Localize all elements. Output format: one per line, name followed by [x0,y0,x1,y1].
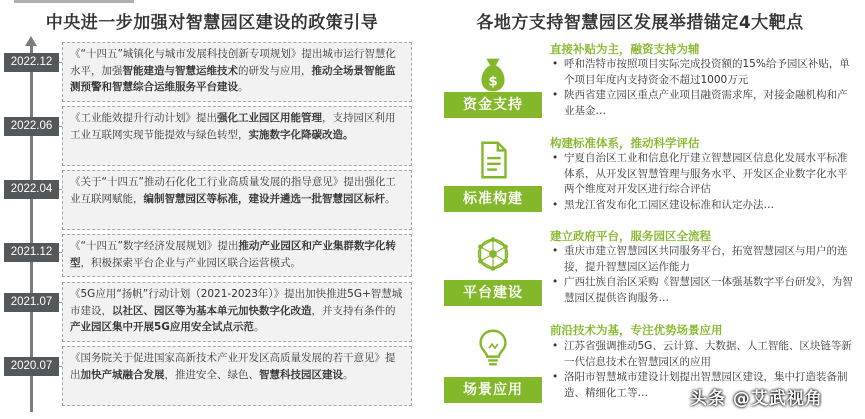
policy-highlight: 推动全场景智能监测预警和智慧综合运维服务平台建设 [70,64,396,93]
policy-text: 《5G应用“扬帆”行动计划（2021-2023年）》提出加快推进5G+智慧城市建设， [70,288,403,317]
policy-text: 。 [343,368,354,381]
timeline-arrow-icon [25,36,37,46]
policy-highlight: 智能建造与智慧运维技术 [122,64,238,77]
policy-highlight: 强化工业园区用能管理 [217,112,322,124]
policy-text: ，支持园区利用工业互联网实现节能提效与绿色转型， [70,112,396,141]
policy-text: 《“十四五”数字经济发展规划》提出 [70,240,239,252]
policy-item [62,282,412,342]
bullet-item: • 呼和浩特市按照项目实际完成投资额的15%给予园区补贴，单个项目年度内支持资金不超过1000万元 [550,57,855,88]
right-panel-title: 各地方支持智慧园区发展举措锚定4大靶点 [476,13,804,33]
left-panel-title: 中央进一步加强对智慧园区建设的政策引导 [45,13,379,33]
policy-item [62,106,412,166]
section-heading: 前沿技术为基，专注优势场景应用 [550,323,723,337]
policy-highlight: 编制智慧园区等标准，建设并遴选一批智慧园区标杆 [143,192,385,205]
section-bullets [550,151,855,213]
network-icon [444,220,542,288]
cropped-header-edge [14,0,134,6]
policy-item [62,42,412,102]
bullet-item: • 江苏省强调推动5G、云计算、大数据、人工智能、区块链等新一代信息技术在智慧园区的应用 [550,339,855,370]
policy-highlight: 以社区、园区等为基本单元加快数字化改造 [112,304,312,317]
policy-highlight: 产业园区集中开展5G应用安全试点示范 [70,321,254,333]
watermark: 头条 @艾武视角 [690,389,823,409]
section-label: 平台建设 [444,280,542,306]
policy-text: 《国务院关于促进国家高新技术产业开发区高质量发展的若干意见》提出 [70,352,396,381]
section-heading: 直接补贴为主，融资支持为辅 [550,42,700,56]
timeline-date: 2020.07 [4,357,59,376]
timeline-date: 2022.12 [4,53,59,72]
bullet-item: • 黑龙江省发布化工园区建设标准和认定办法… [550,198,855,214]
policy-text: ，推进安全、绿色、 [164,368,259,381]
policy-item [62,170,412,230]
bullet-item: • 重庆市建立智慧园区共同服务平台，拓宽智慧园区与用户的连接，提升智慧园区运作能力 [550,244,855,275]
section-label: 标准构建 [444,186,542,212]
section-bullets [550,57,855,119]
policy-text: 。 [253,321,265,333]
policy-highlight: 实施数字化降碳改造。 [248,128,354,141]
bullet-item: • 洛阳市智慧城市建设计划提出智慧园区建设，集中打造装备制造、精细化工等… [550,370,855,401]
policy-text: ，并支持有条件的 [311,304,396,317]
svg-text:$: $ [488,74,498,90]
policy-text: 《“十四五”城镇化与城市发展科技创新专项规划》提出城市运行智慧化水平，加强 [70,48,396,77]
policy-highlight: 智慧科技园区建设 [259,368,343,381]
policy-text: 《关于“十四五”推动石化化工行业高质量发展的指导意见》提出强化工业互联网赋能， [70,176,396,205]
policy-highlight: 推动产业园区和产业集群数字化转型 [70,240,396,269]
section-label: 场景应用 [444,377,542,403]
policy-text: 。 [385,192,396,205]
policy-item [62,234,412,277]
bullet-item: • 宁夏自治区工业和信息化厅建立智慧园区信息化发展水平标准体系，从开发区智慧管理与服务水平、开发区企业数字化水平两个维度对开发区进行综合评估 [550,151,855,198]
policy-text: 。 [238,81,249,93]
bullet-item: • 广西壮族自治区采购《智慧园区一体强基数字平台研发》，为智慧园区提供咨询服务… [550,275,855,306]
policy-text: 《工业能效提升行动计划》提出 [70,112,217,124]
timeline-date: 2022.04 [4,180,59,199]
section-label: 资金支持 [444,92,542,118]
policy-text: ，积极探索平台企业与产业园区联合运营模式。 [80,256,301,269]
timeline-date: 2021.12 [4,243,59,262]
lightbulb-icon [444,314,542,382]
policy-text: 的研发与应用， [238,64,312,77]
section-bullets [550,244,855,306]
bullet-item: • 陕西省建立园区重点产业项目融资需求库，对接金融机构和产业基金… [550,88,855,119]
document-icon [444,126,542,194]
policy-highlight: 加快产城融合发展 [80,368,165,381]
section-heading: 构建标准体系，推动科学评估 [550,136,700,150]
timeline-date: 2021.07 [4,293,59,312]
policy-item [62,346,412,406]
section-heading: 建立政府平台，服务园区全流程 [550,229,711,243]
timeline-date: 2022.06 [4,117,59,136]
